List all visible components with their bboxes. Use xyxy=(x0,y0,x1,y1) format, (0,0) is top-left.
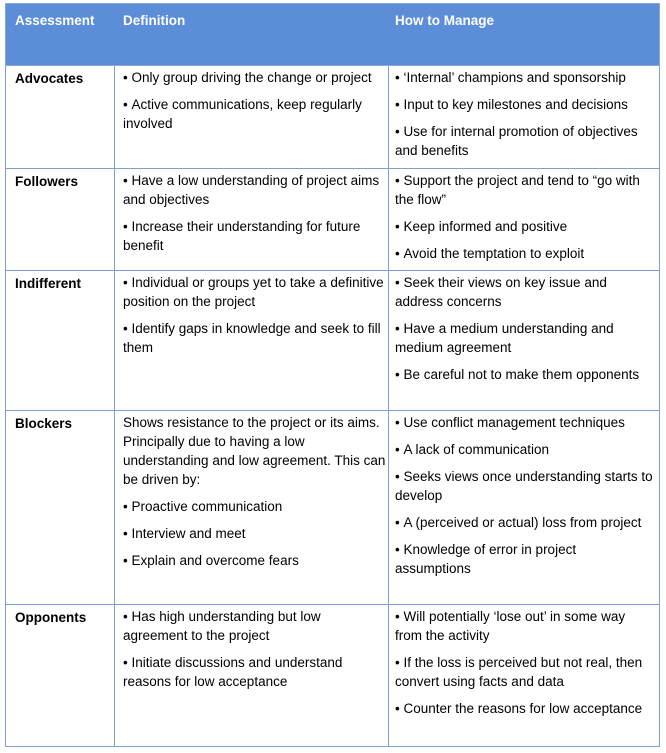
manage-cell xyxy=(395,413,653,586)
column-divider xyxy=(114,605,115,746)
manage-bullet: • A (perceived or actual) loss from project xyxy=(395,513,653,532)
column-divider xyxy=(114,169,115,270)
definition-intro: Shows resistance to the project or its aims. Principally due to having a low understanding and low agreement. This can be driven by: xyxy=(123,415,386,487)
definition-cell xyxy=(123,273,388,365)
manage-cell xyxy=(395,171,653,271)
manage-bullet: • Counter the reasons for low acceptance xyxy=(395,699,653,718)
manage-cell xyxy=(395,273,653,392)
definition-cell xyxy=(123,607,388,699)
manage-cell xyxy=(395,607,653,726)
definition-cell xyxy=(123,68,388,141)
assessment-label: Opponents xyxy=(15,610,87,625)
assessment-label: Advocates xyxy=(15,71,84,86)
manage-cell xyxy=(395,68,653,168)
column-divider xyxy=(114,66,115,168)
header-assessment: Assessment xyxy=(15,13,95,28)
definition-bullet: • Proactive communication xyxy=(123,497,388,516)
manage-bullet: • Keep informed and positive xyxy=(395,217,653,236)
table-row-advocates xyxy=(5,66,660,169)
definition-cell xyxy=(123,171,388,263)
manage-bullet: • Avoid the temptation to exploit xyxy=(395,244,653,263)
definition-bullet: • Have a low understanding of project aims and objectives xyxy=(123,171,388,209)
definition-bullet: • Identify gaps in knowledge and seek to fill them xyxy=(123,319,388,357)
column-divider xyxy=(388,66,389,168)
column-divider xyxy=(114,411,115,604)
manage-bullet: • Support the project and tend to “go with the flow” xyxy=(395,171,653,209)
manage-bullet: • ‘Internal’ champions and sponsorship xyxy=(395,68,653,87)
column-divider xyxy=(388,169,389,270)
definition-bullet: • Only group driving the change or project xyxy=(123,68,388,87)
manage-bullet: • Input to key milestones and decisions xyxy=(395,95,653,114)
definition-cell xyxy=(123,413,388,578)
manage-bullet: • If the loss is perceived but not real, then convert using facts and data xyxy=(395,653,653,691)
definition-bullet: • Active communications, keep regularly involved xyxy=(123,95,388,133)
definition-bullet: • Increase their understanding for future benefit xyxy=(123,217,388,255)
manage-bullet: • Use conflict management techniques xyxy=(395,413,653,432)
column-divider xyxy=(388,605,389,746)
manage-bullet: • Knowledge of error in project assumptions xyxy=(395,540,653,578)
column-divider xyxy=(114,271,115,410)
definition-bullet: • Initiate discussions and understand reasons for low acceptance xyxy=(123,653,388,691)
manage-bullet: • Be careful not to make them opponents xyxy=(395,365,653,384)
definition-bullet: • Has high understanding but low agreement to the project xyxy=(123,607,388,645)
column-divider xyxy=(388,411,389,604)
table-row-indifferent xyxy=(5,271,660,411)
assessment-label: Followers xyxy=(15,174,79,189)
table-row-opponents xyxy=(5,605,660,747)
header-how-to-manage: How to Manage xyxy=(395,13,495,28)
definition-bullet: • Interview and meet xyxy=(123,524,388,543)
manage-bullet: • Have a medium understanding and medium agreement xyxy=(395,319,653,357)
column-divider xyxy=(388,271,389,410)
header-definition: Definition xyxy=(123,13,186,28)
manage-bullet: • Will potentially ‘lose out’ in some way from the activity xyxy=(395,607,653,645)
manage-bullet: • Use for internal promotion of objectives and benefits xyxy=(395,122,653,160)
stakeholder-table xyxy=(5,3,660,747)
definition-bullet: • Explain and overcome fears xyxy=(123,551,388,570)
table-header xyxy=(5,3,660,66)
manage-bullet: • A lack of communication xyxy=(395,440,653,459)
manage-bullet: • Seeks views once understanding starts to develop xyxy=(395,467,653,505)
definition-bullet: • Individual or groups yet to take a definitive position on the project xyxy=(123,273,388,311)
assessment-label: Indifferent xyxy=(15,276,81,291)
table-row-followers xyxy=(5,169,660,271)
manage-bullet: • Seek their views on key issue and address concerns xyxy=(395,273,653,311)
assessment-label: Blockers xyxy=(15,416,73,431)
table-row-blockers xyxy=(5,411,660,605)
